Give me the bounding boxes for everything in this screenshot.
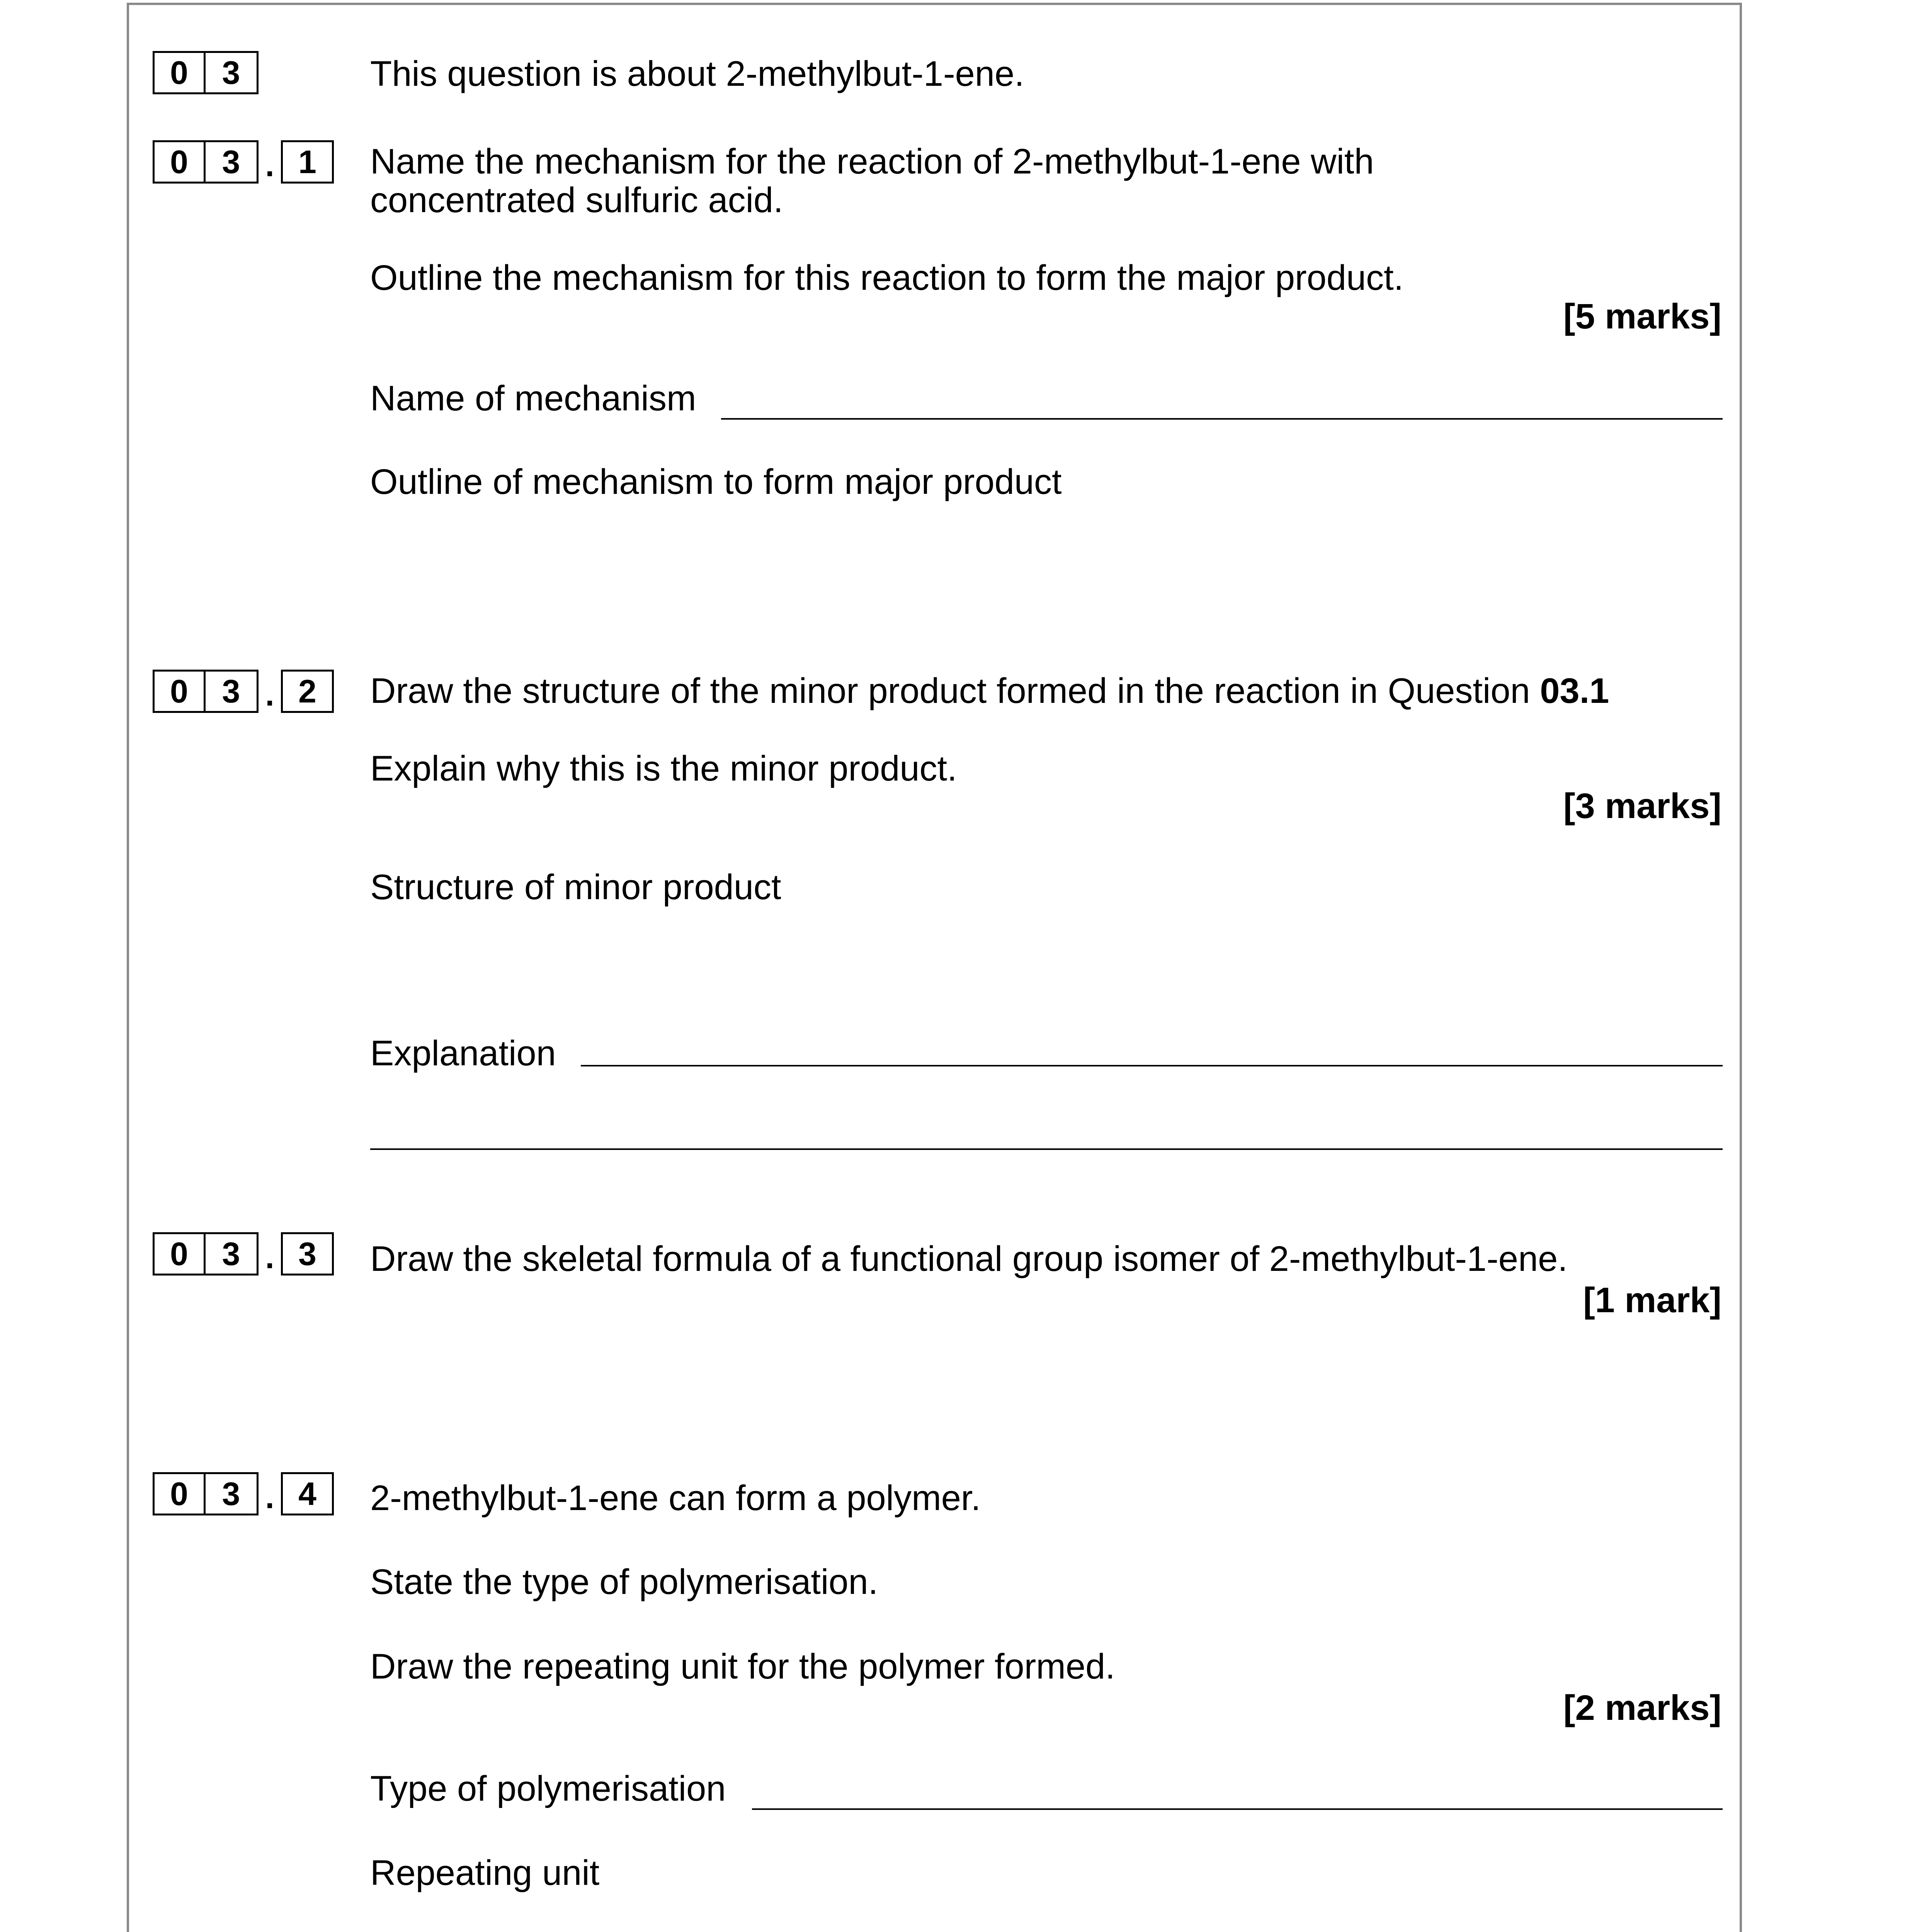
polymerisation-type-answer-line[interactable]	[752, 1808, 1723, 1810]
explanation-answer-line-1[interactable]	[581, 1065, 1723, 1066]
minor-product-structure-label: Structure of minor product	[370, 867, 781, 907]
question-03-1-text-line2: concentrated sulfuric acid.	[370, 180, 783, 220]
question-03-4-text: 2-methylbut-1-ene can form a polymer.	[370, 1478, 981, 1518]
question-digit: 3	[206, 1232, 259, 1276]
mechanism-name-label: Name of mechanism	[370, 379, 696, 418]
mechanism-name-answer-line[interactable]	[721, 418, 1723, 420]
question-digit: 0	[153, 140, 206, 184]
question-03-2-text-main: Draw the structure of the minor product formed in the reaction in Question	[370, 671, 1540, 711]
mechanism-outline-label: Outline of mechanism to form major product	[370, 462, 1062, 502]
question-03-4-marks: [2 marks]	[1563, 1688, 1721, 1728]
question-number-dot: .	[265, 1479, 274, 1515]
question-03-2-text	[370, 671, 1609, 711]
question-03-3-text: Draw the skeletal formula of a functional group isomer of 2-methylbut-1-ene.	[370, 1239, 1568, 1279]
question-number-03-4	[153, 1471, 334, 1516]
question-number-dot: .	[265, 1239, 274, 1275]
repeating-unit-label: Repeating unit	[370, 1853, 600, 1893]
question-03-1-instruction: Outline the mechanism for this reaction to form the major product.	[370, 258, 1404, 298]
question-number-03-1	[153, 139, 334, 184]
question-03-3-marks: [1 mark]	[1583, 1281, 1721, 1320]
explanation-label: Explanation	[370, 1034, 556, 1073]
question-03-2-marks: [3 marks]	[1563, 786, 1721, 826]
question-digit: 1	[281, 140, 334, 184]
question-digit: 0	[153, 1472, 206, 1515]
question-digit: 3	[206, 1472, 259, 1515]
polymerisation-type-label: Type of polymerisation	[370, 1769, 726, 1808]
question-number-03-2	[153, 669, 334, 714]
question-number-03	[153, 50, 259, 95]
question-03-4-instruction-2: Draw the repeating unit for the polymer formed.	[370, 1647, 1115, 1686]
question-number-03-3	[153, 1231, 334, 1276]
question-digit: 4	[281, 1472, 334, 1515]
question-number-dot: .	[265, 676, 274, 713]
question-number-dot: .	[265, 147, 274, 183]
question-digit: 3	[206, 670, 259, 713]
question-digit: 2	[281, 670, 334, 713]
question-digit: 3	[206, 140, 259, 184]
question-digit: 3	[206, 51, 259, 94]
question-03-1-marks: [5 marks]	[1563, 297, 1721, 336]
question-reference: 03.1	[1540, 671, 1609, 711]
question-03-4-instruction-1: State the type of polymerisation.	[370, 1562, 878, 1602]
question-digit: 0	[153, 670, 206, 713]
question-03-1-text-line1: Name the mechanism for the reaction of 2-methylbut-1-ene with	[370, 142, 1374, 181]
explanation-answer-line-2[interactable]	[370, 1148, 1723, 1150]
question-03-intro: This question is about 2-methylbut-1-ene.	[370, 54, 1024, 94]
question-digit: 3	[281, 1232, 334, 1276]
question-digit: 0	[153, 1232, 206, 1276]
question-03-2-instruction: Explain why this is the minor product.	[370, 749, 957, 788]
question-digit: 0	[153, 51, 206, 94]
